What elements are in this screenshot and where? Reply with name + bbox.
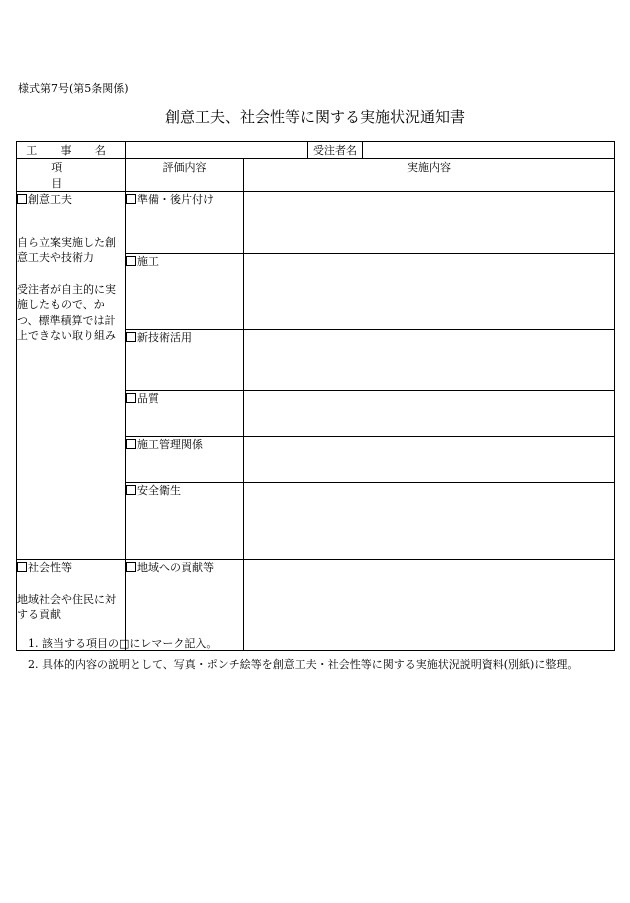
evaluation-item: 施工 bbox=[126, 254, 244, 330]
column-header-item: 項 目 bbox=[17, 159, 126, 192]
checkbox-icon[interactable] bbox=[126, 194, 136, 204]
checkbox-icon[interactable] bbox=[126, 393, 136, 403]
implementation-cell[interactable] bbox=[244, 330, 615, 391]
section-title: 創意工夫 bbox=[28, 193, 72, 206]
checkbox-icon[interactable] bbox=[126, 256, 136, 266]
section-ingenuity bbox=[17, 192, 126, 560]
section-description: 受注者が自主的に実施したもので、かつ、標準積算では計上できない取り組み bbox=[17, 282, 116, 342]
checkbox-icon[interactable] bbox=[126, 332, 136, 342]
evaluation-item: 新技術活用 bbox=[126, 330, 244, 391]
evaluation-item: 準備・後片付け bbox=[126, 192, 244, 254]
checkbox-icon[interactable] bbox=[126, 439, 136, 449]
implementation-cell[interactable] bbox=[244, 483, 615, 560]
column-header-evaluation: 評価内容 bbox=[126, 159, 244, 192]
note-1: 1. 該当する項目の□にレマーク記入。 bbox=[28, 637, 218, 650]
evaluation-item: 安全衛生 bbox=[126, 483, 244, 560]
implementation-cell[interactable] bbox=[244, 437, 615, 483]
section-title: 社会性等 bbox=[28, 561, 72, 574]
evaluation-item: 施工管理関係 bbox=[126, 437, 244, 483]
checkbox-icon[interactable] bbox=[126, 485, 136, 495]
section-description: 地域社会や住民に対する貢献 bbox=[17, 592, 116, 621]
implementation-cell[interactable] bbox=[244, 192, 615, 254]
section-description: 自ら立案実施した創意工夫や技術力 bbox=[17, 235, 116, 264]
contractor-label: 受注者名 bbox=[308, 142, 363, 159]
implementation-cell[interactable] bbox=[244, 254, 615, 330]
form-number: 様式第7号(第5条関係) bbox=[18, 82, 129, 95]
checkbox-icon[interactable] bbox=[17, 562, 27, 572]
notes bbox=[28, 633, 578, 675]
status-table bbox=[16, 141, 615, 651]
construction-name-label: 工 事 名 bbox=[17, 142, 126, 159]
evaluation-item: 品質 bbox=[126, 391, 244, 437]
contractor-field[interactable] bbox=[363, 142, 615, 159]
checkbox-icon[interactable] bbox=[126, 562, 136, 572]
checkbox-icon[interactable] bbox=[17, 194, 27, 204]
note-2: 2. 具体的内容の説明として、写真・ポンチ絵等を創意工夫・社会性等に関する実施状況説明資料(別紙)に整理。 bbox=[28, 658, 579, 671]
column-header-implementation: 実施内容 bbox=[244, 159, 615, 192]
implementation-cell[interactable] bbox=[244, 391, 615, 437]
document-title: 創意工夫、社会性等に関する実施状況通知書 bbox=[164, 108, 465, 126]
evaluation-item: 地域への貢献等 bbox=[126, 560, 244, 651]
construction-name-field[interactable] bbox=[126, 142, 308, 159]
